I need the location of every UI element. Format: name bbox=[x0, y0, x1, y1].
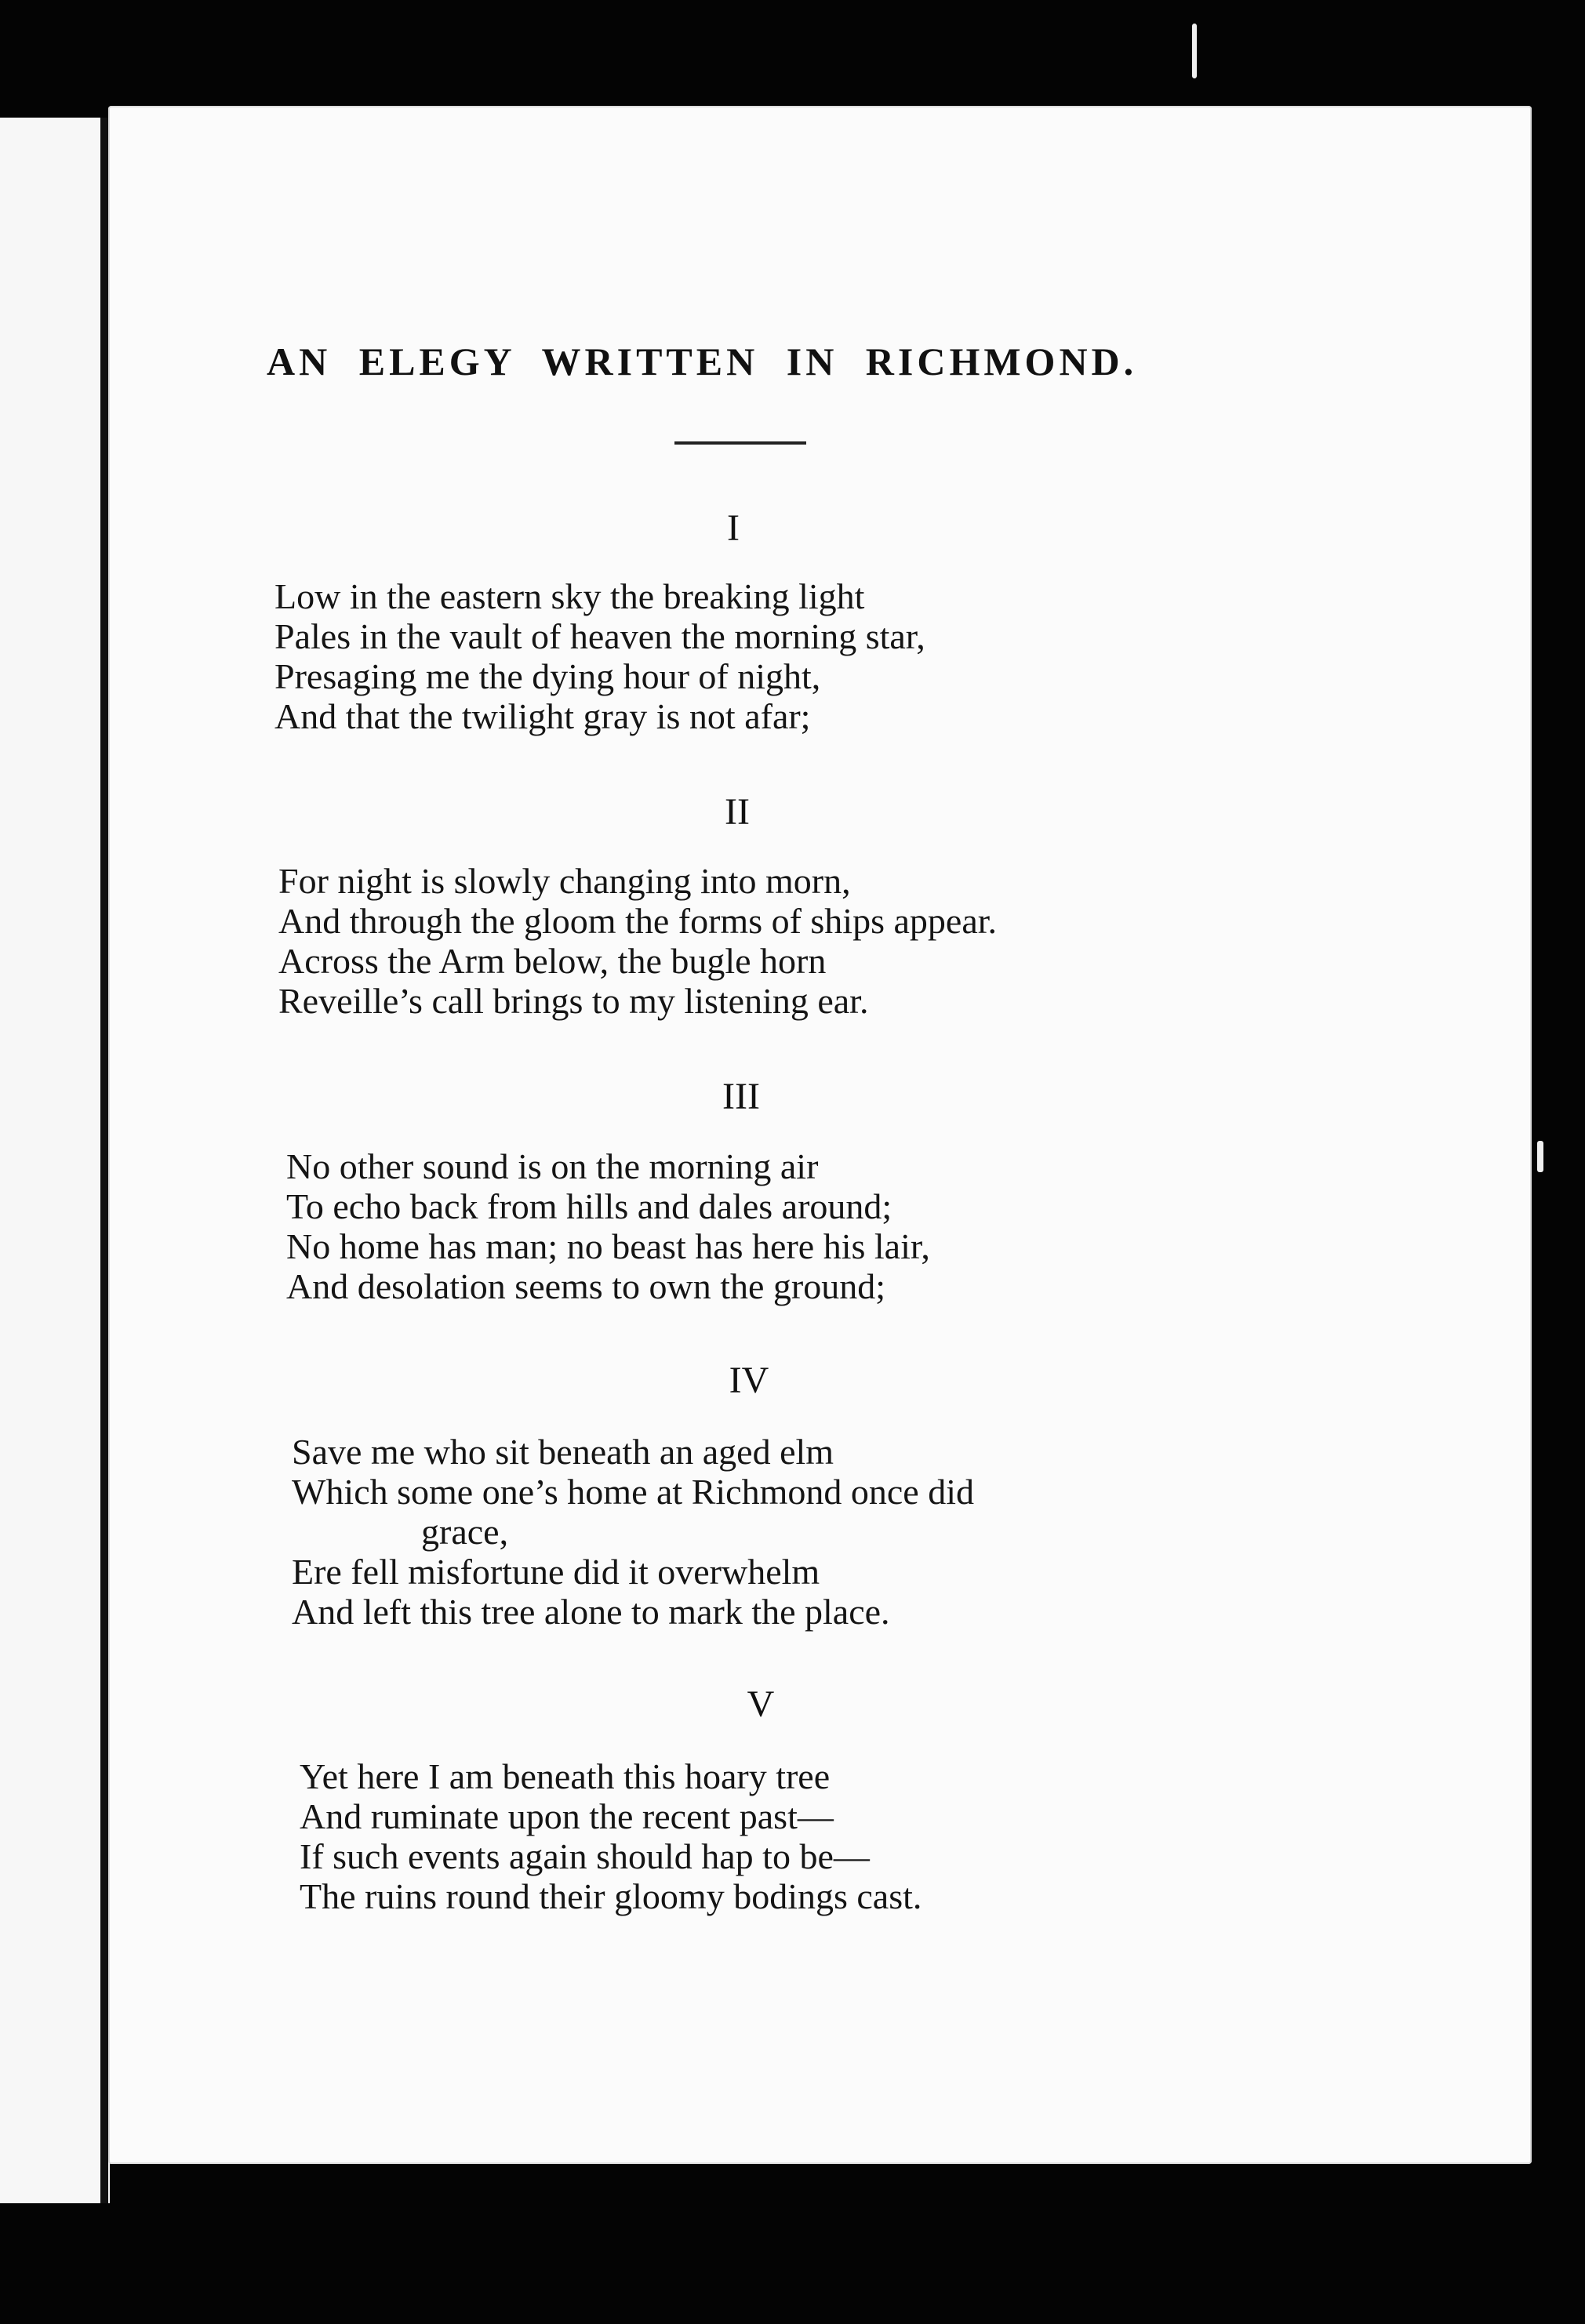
stanza-line: And left this tree alone to mark the place. bbox=[292, 1592, 890, 1632]
stanza-numeral-4: IV bbox=[729, 1360, 769, 1401]
stanza-line: The ruins round their gloomy bodings cast. bbox=[300, 1876, 922, 1916]
stanza-4 bbox=[292, 1432, 974, 1632]
stanza-1 bbox=[274, 576, 925, 736]
scan-speck bbox=[1537, 1141, 1543, 1172]
stanza-line: If such events again should hap to be— bbox=[300, 1836, 870, 1876]
title-rule bbox=[674, 441, 806, 445]
scan-speck bbox=[1192, 24, 1197, 78]
stanza-line: No other sound is on the morning air bbox=[286, 1146, 819, 1186]
stanza-line: Reveille’s call brings to my listening ear. bbox=[278, 981, 869, 1021]
stanza-line: Pales in the vault of heaven the morning star, bbox=[274, 616, 925, 656]
stanza-line: And through the gloom the forms of ships appear. bbox=[278, 901, 998, 941]
stanza-line: And ruminate upon the recent past— bbox=[300, 1796, 834, 1836]
stanza-numeral-2: II bbox=[725, 791, 750, 833]
stanza-line: Save me who sit beneath an aged elm bbox=[292, 1432, 834, 1472]
stanza-line: To echo back from hills and dales around; bbox=[286, 1186, 892, 1226]
stanza-line: Low in the eastern sky the breaking light bbox=[274, 576, 865, 616]
facing-page-edge bbox=[0, 118, 110, 2203]
stanza-2 bbox=[278, 861, 997, 1021]
stanza-line: Ere fell misfortune did it overwhelm bbox=[292, 1552, 820, 1592]
stanza-line: Yet here I am beneath this hoary tree bbox=[300, 1756, 831, 1796]
stanza-line: Which some one’s home at Richmond once did bbox=[292, 1472, 974, 1512]
stanza-numeral-5: V bbox=[747, 1683, 775, 1725]
stanza-line: For night is slowly changing into morn, bbox=[278, 861, 851, 901]
stanza-line: No home has man; no beast has here his lair, bbox=[286, 1226, 930, 1266]
stanza-line: And desolation seems to own the ground; bbox=[286, 1266, 886, 1306]
stanza-line: Presaging me the dying hour of night, bbox=[274, 656, 821, 696]
poem-title: AN ELEGY WRITTEN IN RICHMOND. bbox=[267, 340, 1138, 383]
stanza-5 bbox=[300, 1756, 922, 1916]
gutter-shadow bbox=[100, 118, 108, 2203]
stanza-line: And that the twilight gray is not afar; bbox=[274, 696, 811, 736]
stanza-numeral-3: III bbox=[722, 1076, 760, 1117]
stanza-numeral-1: I bbox=[727, 507, 740, 549]
stanza-line-continuation: grace, bbox=[421, 1512, 509, 1552]
stanza-3 bbox=[286, 1146, 930, 1306]
stanza-line: Across the Arm below, the bugle horn bbox=[278, 941, 827, 981]
